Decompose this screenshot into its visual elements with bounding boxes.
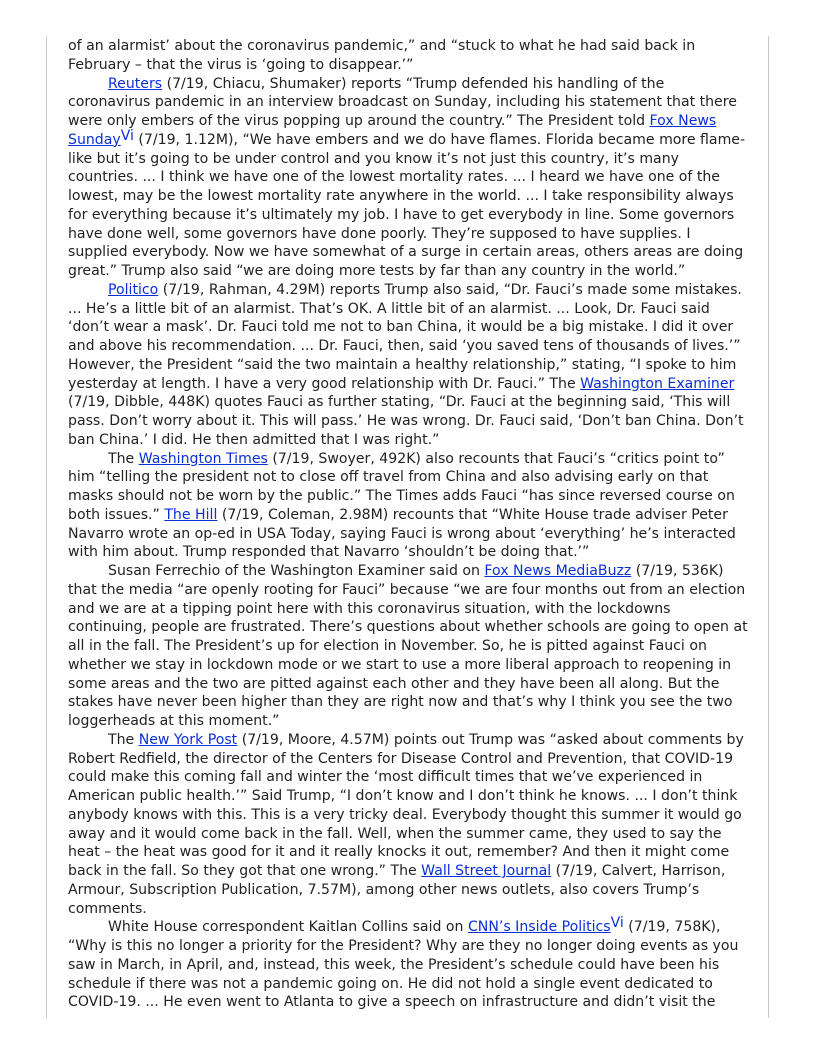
paragraph-continuation <box>68 37 748 75</box>
left-margin-rule <box>46 36 47 1018</box>
paragraph-text: Susan Ferrechio of the Washington Examiner said on <box>108 563 485 579</box>
link-washington-times[interactable]: Washington Times <box>138 450 268 467</box>
paragraph-text: White House correspondent Kaitlan Collins said on <box>108 919 468 936</box>
paragraph-text: (7/19, 1.12M), “We have embers and we do have flames. Florida became more flame-like but it’s going to be under control and you know it’s not just this country, it’s many countries. ... I think we have one of the lowest mortality rates. ... I heard we have one of the lowest, may be the lowest mortality rate anywhere in the world. ... I take responsibility always for everything because it’s ultimately my job. I have to get everybody in line. Some governors have done well, some governors have done poorly. They’re supposed to have supplies. I supplied everybody. Now we have somewhat of a surge in certain areas, others areas are doing great.” Trump also said “we are doing more tests by far than any country in the world.” <box>68 131 746 279</box>
link-reuters[interactable]: Reuters <box>108 75 163 92</box>
video-indicator[interactable]: Vi <box>120 127 134 144</box>
link-washington-examiner[interactable]: Washington Examiner <box>580 375 735 392</box>
video-indicator[interactable]: Vi <box>610 915 624 932</box>
link-politico[interactable]: Politico <box>108 281 159 298</box>
right-margin-rule <box>768 36 769 1018</box>
link-fox-news-sunday[interactable]: Fox News Sunday <box>68 113 717 148</box>
paragraph-text: (7/19, 758K), “Why is this no longer a priority for the President? Why are they no longer doing events as you saw in March, in April, and, instead, this week, the President’s schedule could have been his schedule if there was not a pandemic going on. He did not hold a single event dedicated to COVID-19. ... He even went to Atlanta to give a speech on infrastructure and didn’t visit the <box>68 919 739 1011</box>
paragraph-text: (7/19, 536K) that the media “are openly rooting for Fauci” because “we are four months out from an election and we are at a tipping point here with this coronavirus situation, with the lockdowns continuing, people are frustrated. There’s questions about whether schools are going to open at all in the fall. The President’s up for election in November. So, he is pitted against Fauci on whether we stay in lockdown mode or we start to use a more liberal approach to reopening in some areas and the two are pitted against each other and they have been all along. But the stakes have never been higher than they are right now and that’s why I think you see the two loggerheads at this moment.” <box>68 563 748 729</box>
link-fox-news-mediabuzz[interactable]: Fox News MediaBuzz <box>484 563 632 579</box>
link-wall-street-journal[interactable]: Wall Street Journal <box>421 863 552 879</box>
paragraph-reuters <box>68 75 748 281</box>
paragraph-text: The <box>108 731 139 748</box>
paragraph-text: (7/19, Coleman, 2.98M) recounts that “White House trade adviser Peter Navarro wrote an op-ed in USA Today, saying Fauci is wrong about ‘everything’ he’s interacted with him about. Trump responded that Navarro ‘shouldn’t be doing that.’” <box>68 506 736 561</box>
paragraph-text: (7/19, Dibble, 448K) quotes Fauci as further stating, “Dr. Fauci at the beginning said, ‘This will pass. Don’t worry about it. This will pass.’ He was wrong. Dr. Fauci said, ‘Don’t ban China. Don’t ban China.’ I did. He then admitted that I was right.” <box>68 394 744 448</box>
paragraph-text: of an alarmist’ about the coronavirus pandemic,” and “stuck to what he had said back in February – that the virus is ‘going to disappear.’” <box>68 38 696 73</box>
paragraph-text: (7/19, Rahman, 4.29M) reports Trump also said, “Dr. Fauci’s made some mistakes. ... He’s a little bit of an alarmist. That’s OK. A little bit of an alarmist. ... Look, Dr. Fauci said ‘don’t wear a mask’. Dr. Fauci told me not to ban China, it would be a big mistake. I did it over and above his recommendation. ... Dr. Fauci, then, said ‘you saved tens of thousands of lives.’” However, the President “said the two maintain a healthy relationship,” stating, “I spoke to him yesterday at length. I have a very good relationship with Dr. Fauci.” The <box>68 281 742 392</box>
link-cnn-inside-politics[interactable]: CNN’s Inside Politics <box>467 919 611 936</box>
link-the-hill[interactable]: The Hill <box>164 506 218 523</box>
paragraph-mediabuzz <box>68 562 748 731</box>
paragraph-new-york-post <box>68 731 748 919</box>
paragraph-text: The <box>108 450 139 467</box>
paragraph-politico <box>68 281 748 450</box>
paragraph-text: (7/19, Moore, 4.57M) points out Trump was “asked about comments by Robert Redfield, the director of the Centers for Disease Control and Prevention, that COVID-19 could make this coming fall and winter the ‘most difficult times that we’ve experienced in American public health.’” Said Trump, “I don’t know and I don’t think he knows. ... I don’t think anybody knows with this. This is a very tricky deal. Everybody thought this summer it would go away and it would come back in the fall. Well, when the summer came, they used to say the heat – the heat was good for it and it really knocks it out, remember? And then it might come back in the fall. So they got that one wrong.” The <box>68 731 744 879</box>
paragraph-washington-times <box>68 450 748 563</box>
paragraph-text: (7/19, Chiacu, Shumaker) reports “Trump defended his handling of the coronavirus pandemic in an interview broadcast on Sunday, including his statement that there were only embers of the virus popping up around the country.” The President told <box>68 75 737 129</box>
article-text-column <box>68 37 748 1012</box>
paragraph-text: (7/19, Swoyer, 492K) also recounts that Fauci’s “critics point to” him “telling the president not to close off travel from China and also advising early on that masks should not be worn by the public.” The Times adds Fauci “has since reversed course on both issues.” <box>68 450 735 523</box>
paragraph-cnn-inside-politics <box>68 915 748 1012</box>
paragraph-text: (7/19, Calvert, Harrison, Armour, Subscription Publication, 7.57M), among other news outlets, also covers Trump’s comments. <box>68 863 726 917</box>
link-new-york-post[interactable]: New York Post <box>138 731 238 748</box>
